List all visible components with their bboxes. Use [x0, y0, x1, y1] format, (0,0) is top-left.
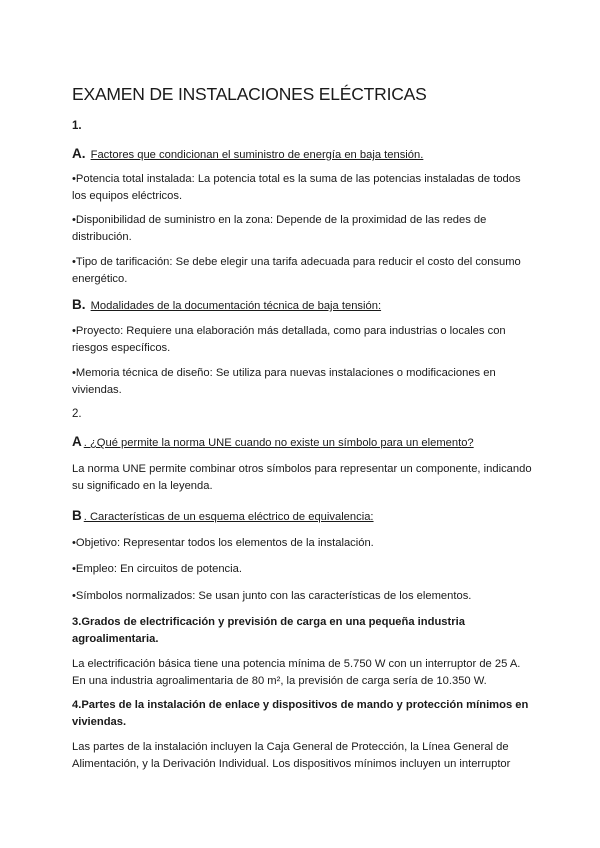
q1-b-heading-text: Modalidades de la documentación técnica de baja tensión: [90, 300, 382, 312]
q2-b-heading-text: . Características de un esquema eléctrico de equivalencia: [83, 511, 374, 523]
question-2-number: 2. [72, 408, 82, 420]
q1-a-letter: A. [72, 146, 86, 161]
q1-a-item-3: •Tipo de tarificación: Se debe elegir una tarifa adecuada para reducir el costo del consumo energético. [72, 256, 521, 285]
q3-heading: 3.Grados de electrificación y previsión de carga en una pequeña industria agroalimentaria. [72, 616, 465, 645]
q1-b-heading [72, 296, 532, 315]
q4-answer: Las partes de la instalación incluyen la Caja General de Protección, la Línea General de Alimentación, y la Derivación Individual. Los dispositivos mínimos incluyen un interruptor [72, 741, 511, 770]
q2-b-heading [72, 507, 532, 526]
question-1-number: 1. [72, 120, 82, 132]
page-title: EXAMEN DE INSTALACIONES ELÉCTRICAS [72, 84, 427, 104]
q2-a-answer: La norma UNE permite combinar otros símbolos para representar un componente, indicando su significado en la leyenda. [72, 463, 532, 492]
q2-b-item-2: •Empleo: En circuitos de potencia. [72, 563, 242, 575]
q1-a-heading [72, 145, 532, 164]
q2-a-heading [72, 433, 532, 452]
q2-b-item-3: •Símbolos normalizados: Se usan junto con las características de los elementos. [72, 590, 472, 602]
q1-a-item-2: •Disponibilidad de suministro en la zona: Depende de la proximidad de las redes de distribución. [72, 214, 487, 243]
q1-a-heading-text: Factores que condicionan el suministro de energía en baja tensión. [90, 149, 424, 161]
q1-b-item-2: •Memoria técnica de diseño: Se utiliza para nuevas instalaciones o modificaciones en viviendas. [72, 367, 496, 396]
q1-b-item-1: •Proyecto: Requiere una elaboración más detallada, como para industrias o locales con riesgos específicos. [72, 325, 506, 354]
q3-answer: La electrificación básica tiene una potencia mínima de 5.750 W con un interruptor de 25 A. En una industria agroalimentaria de 80 m², la previsión de carga sería de 10.350 W. [72, 658, 521, 687]
q2-b-item-1: •Objetivo: Representar todos los elementos de la instalación. [72, 537, 374, 549]
q2-a-heading-text: . ¿Qué permite la norma UNE cuando no existe un símbolo para un elemento? [83, 437, 474, 449]
q1-a-item-1: •Potencia total instalada: La potencia total es la suma de las potencias instaladas de todos los equipos eléctricos. [72, 173, 521, 202]
q1-b-letter: B. [72, 297, 86, 312]
q2-b-letter: B [72, 508, 82, 523]
q4-heading: 4.Partes de la instalación de enlace y dispositivos de mando y protección mínimos en viviendas. [72, 699, 529, 728]
q2-a-letter: A [72, 434, 82, 449]
